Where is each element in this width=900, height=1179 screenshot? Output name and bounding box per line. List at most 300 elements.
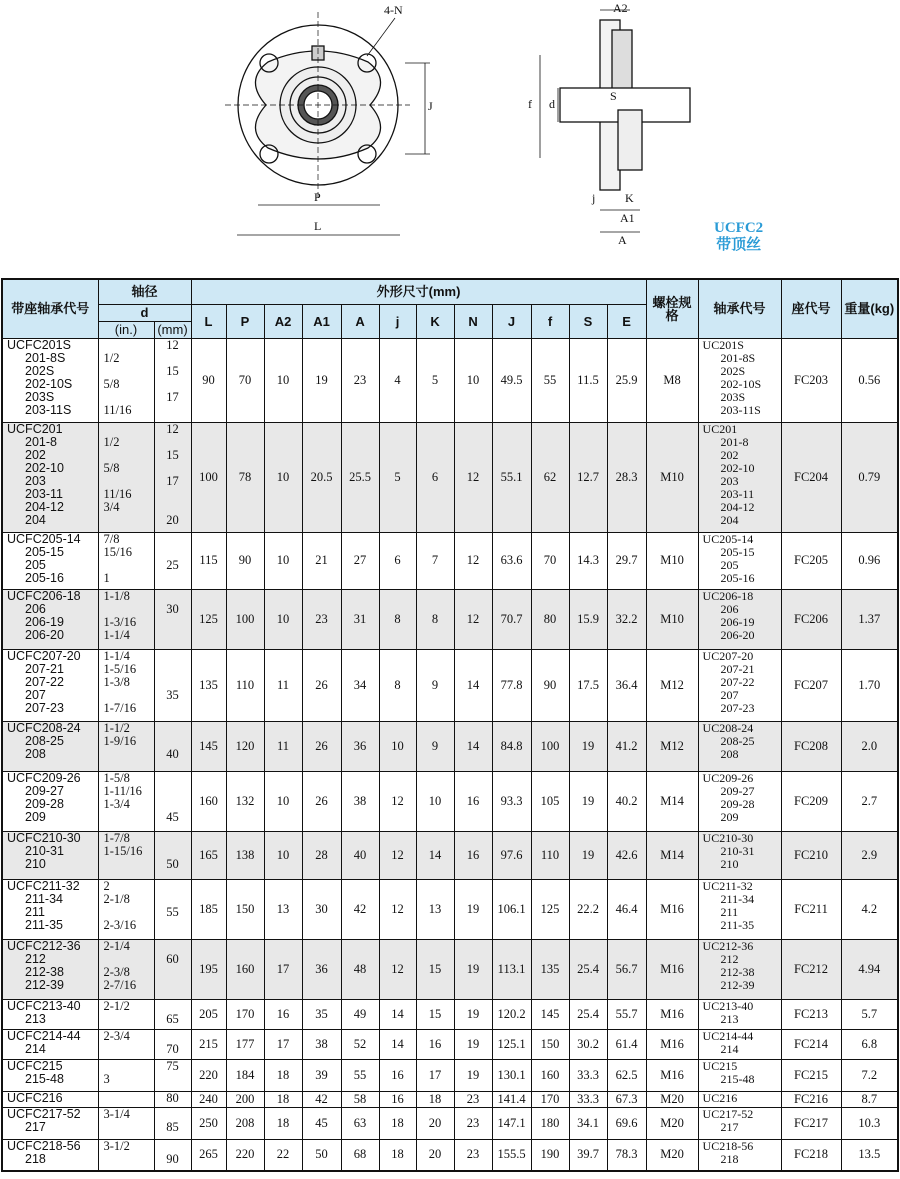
- dim-p: 170: [226, 999, 264, 1029]
- bearing-unit-code-line: UCFC207-20: [7, 648, 81, 663]
- bearing-unit-code-line: 207: [25, 687, 46, 702]
- bolt-size: M20: [646, 1091, 698, 1107]
- shaft-inch-line: [104, 1060, 154, 1073]
- shaft-mm-line: 60: [166, 951, 179, 966]
- bearing-code-line: UC205-14: [702, 531, 754, 546]
- dim-a2: 10: [264, 422, 302, 532]
- dim-a: 31: [341, 589, 379, 649]
- bearing-code-line: 215-48: [720, 1071, 755, 1086]
- dim-k: 5: [416, 338, 454, 422]
- dim-a1: 30: [302, 879, 341, 939]
- bearing-unit-code-line: 218: [25, 1151, 46, 1166]
- shaft-mm: [154, 771, 191, 831]
- dim-k: 7: [416, 532, 454, 589]
- weight: 0.79: [841, 422, 898, 532]
- shaft-mm: [154, 831, 191, 879]
- dim-f: 150: [531, 1029, 569, 1059]
- bearing-code-line: 208-25: [720, 733, 755, 748]
- dim-n: 23: [454, 1107, 492, 1139]
- shaft-inch: [98, 1139, 154, 1171]
- bearing-unit-code-line: 202-10S: [25, 376, 73, 391]
- bearing-code: [698, 1139, 781, 1171]
- shaft-mm-line: 65: [166, 1011, 179, 1026]
- shaft-inch-line: 1-9/16: [103, 733, 137, 748]
- dim-a2: 18: [264, 1107, 302, 1139]
- shaft-mm-line: [155, 832, 191, 845]
- shaft-inch: [98, 999, 154, 1029]
- table-row: [2, 1107, 898, 1139]
- dim-n: 16: [454, 831, 492, 879]
- dim-a: 55: [341, 1059, 379, 1091]
- shaft-inch-line: 1-15/16: [103, 843, 143, 858]
- dim-k: 9: [416, 649, 454, 721]
- dim-a2: 17: [264, 939, 302, 999]
- bearing-code-line: 202: [720, 447, 739, 462]
- bearing-code-line: UC213-40: [702, 998, 754, 1013]
- bolt-size: M10: [646, 422, 698, 532]
- dim-a2: 10: [264, 771, 302, 831]
- bearing-unit-code-line: 215-48: [25, 1071, 64, 1086]
- bearing-unit-code: [2, 338, 98, 422]
- bearing-code-line: 206-20: [720, 627, 755, 642]
- shaft-mm-line: 20: [166, 512, 179, 527]
- shaft-inch-line: 11/16: [103, 486, 132, 501]
- dim-a2: 22: [264, 1139, 302, 1171]
- shaft-mm-line: [155, 919, 191, 932]
- shaft-inch-line: 2-3/4: [103, 1028, 130, 1043]
- label-s: S: [610, 89, 617, 103]
- dim-j: 4: [379, 338, 416, 422]
- dim-e: 56.7: [607, 939, 646, 999]
- header-bearing: 轴承代号: [698, 279, 781, 338]
- bearing-unit-code-line: 207-21: [25, 661, 64, 676]
- dim-s: 25.4: [569, 999, 607, 1029]
- shaft-inch: [98, 1107, 154, 1139]
- bearing-code-line: 212: [720, 951, 739, 966]
- dim-a1: 38: [302, 1029, 341, 1059]
- bolt-size: M16: [646, 999, 698, 1029]
- bolt-size: M12: [646, 649, 698, 721]
- series-note: 带顶丝: [716, 237, 762, 253]
- shaft-mm-line: 45: [166, 809, 179, 824]
- bearing-unit-code-line: 209-27: [25, 783, 64, 798]
- bearing-unit-code-line: 211-35: [25, 917, 63, 932]
- bearing-unit-code-line: 209-28: [25, 796, 64, 811]
- shaft-inch: [98, 879, 154, 939]
- dim-k: 8: [416, 589, 454, 649]
- housing-code: FC218: [781, 1139, 841, 1171]
- bearing-code-line: UC208-24: [702, 720, 754, 735]
- dim-p: 132: [226, 771, 264, 831]
- dim-n: 19: [454, 1029, 492, 1059]
- shaft-mm: [154, 422, 191, 532]
- header-col-a1: A1: [302, 304, 341, 338]
- shaft-mm-line: [155, 462, 191, 475]
- bolt-size: M16: [646, 1029, 698, 1059]
- housing-code: FC205: [781, 532, 841, 589]
- bearing-unit-code-line: 204-12: [25, 499, 64, 514]
- label-p: P: [314, 190, 321, 204]
- dim-a1: 39: [302, 1059, 341, 1091]
- dim-k: 17: [416, 1059, 454, 1091]
- shaft-mm: [154, 589, 191, 649]
- dim-l: 145: [191, 721, 226, 771]
- dim-f: 125: [531, 879, 569, 939]
- bearing-code-line: UC217-52: [702, 1106, 754, 1121]
- dim-k: 13: [416, 879, 454, 939]
- shaft-inch-line: 1-1/4: [103, 648, 130, 663]
- shaft-mm-line: [155, 1073, 191, 1086]
- label-a1: A1: [620, 211, 635, 225]
- housing-code: FC207: [781, 649, 841, 721]
- dim-j: 155.5: [492, 1139, 531, 1171]
- shaft-inch-line: 2-1/2: [103, 998, 130, 1013]
- bearing-code-line: 213: [720, 1011, 739, 1026]
- bearing-code: [698, 338, 781, 422]
- shaft-inch-line: 1-3/4: [103, 796, 130, 811]
- bearing-unit-code-line: UCFC213-40: [7, 998, 81, 1013]
- header-code: 带座轴承代号: [2, 279, 98, 338]
- shaft-inch-line: [104, 603, 154, 616]
- dim-l: 100: [191, 422, 226, 532]
- bearing-code-line: UC201S: [702, 337, 744, 352]
- shaft-inch-line: [104, 1043, 154, 1056]
- shaft-inch-line: [104, 1121, 154, 1134]
- table-row: [2, 939, 898, 999]
- bearing-code-line: 210: [720, 856, 739, 871]
- bearing-unit-code-line: 208-25: [25, 733, 64, 748]
- shaft-inch-line: [104, 475, 154, 488]
- dim-f: 135: [531, 939, 569, 999]
- series-title: [714, 220, 763, 254]
- dim-p: 110: [226, 649, 264, 721]
- shaft-mm: [154, 1107, 191, 1139]
- dim-j: 12: [379, 879, 416, 939]
- header-col-f: f: [531, 304, 569, 338]
- dim-e: 32.2: [607, 589, 646, 649]
- dim-a: 40: [341, 831, 379, 879]
- header-col-a2: A2: [264, 304, 302, 338]
- bearing-code-line: UC212-36: [702, 938, 754, 953]
- shaft-inch-line: 1-3/8: [103, 674, 130, 689]
- bearing-code-line: 205-16: [720, 570, 755, 585]
- shaft-inch-line: 2-1/8: [103, 891, 130, 906]
- shaft-inch: [98, 1029, 154, 1059]
- dim-p: 138: [226, 831, 264, 879]
- bolt-size: M20: [646, 1139, 698, 1171]
- header-col-p: P: [226, 304, 264, 338]
- dim-a2: 10: [264, 589, 302, 649]
- bearing-unit-code-line: 214: [25, 1041, 46, 1056]
- shaft-inch-line: [104, 906, 154, 919]
- shaft-mm-line: [155, 785, 191, 798]
- bearing-unit-code-line: UCFC210-30: [7, 830, 81, 845]
- shaft-mm-line: [155, 772, 191, 785]
- bearing-code: [698, 831, 781, 879]
- dim-l: 265: [191, 1139, 226, 1171]
- bearing-code-line: 211: [720, 904, 739, 919]
- bearing-code: [698, 1091, 781, 1107]
- table-row: [2, 1091, 898, 1107]
- shaft-mm: [154, 721, 191, 771]
- dim-a1: 50: [302, 1139, 341, 1171]
- dim-k: 16: [416, 1029, 454, 1059]
- header-shaft: 轴径: [98, 279, 191, 304]
- dim-f: 105: [531, 771, 569, 831]
- dim-j: 141.4: [492, 1091, 531, 1107]
- dim-s: 19: [569, 771, 607, 831]
- bearing-unit-code-line: UCFC214-44: [7, 1028, 81, 1043]
- housing-code: FC208: [781, 721, 841, 771]
- bearing-code: [698, 939, 781, 999]
- bearing-unit-code: [2, 1107, 98, 1139]
- dim-j: 12: [379, 771, 416, 831]
- housing-code: FC216: [781, 1091, 841, 1107]
- weight: 4.2: [841, 879, 898, 939]
- dim-n: 19: [454, 879, 492, 939]
- shaft-mm-line: [155, 501, 191, 514]
- table-row: [2, 771, 898, 831]
- bolt-size: M14: [646, 831, 698, 879]
- header-col-l: L: [191, 304, 226, 338]
- shaft-mm-line: 17: [166, 389, 179, 404]
- dim-j: 10: [379, 721, 416, 771]
- bearing-code-line: 212-38: [720, 964, 755, 979]
- bearing-code-line: UC210-30: [702, 830, 754, 845]
- shaft-inch-line: 5/8: [103, 376, 120, 391]
- shaft-inch-line: 1-5/8: [103, 770, 130, 785]
- shaft-mm-line: [155, 533, 191, 546]
- bearing-unit-code-line: UCFC218-56: [7, 1138, 81, 1153]
- dim-k: 15: [416, 939, 454, 999]
- dim-a1: 23: [302, 589, 341, 649]
- label-j: j: [592, 191, 596, 205]
- dim-j: 93.3: [492, 771, 531, 831]
- dim-j: 18: [379, 1107, 416, 1139]
- bolt-size: M10: [646, 589, 698, 649]
- shaft-mm-line: [155, 940, 191, 953]
- shaft-inch: [98, 721, 154, 771]
- dim-j: 6: [379, 532, 416, 589]
- label-4-n: 4-N: [384, 3, 403, 17]
- bearing-code: [698, 771, 781, 831]
- dim-l: 160: [191, 771, 226, 831]
- dim-a: 52: [341, 1029, 379, 1059]
- dim-j: 12: [379, 831, 416, 879]
- bearing-code-line: UC214-44: [702, 1028, 754, 1043]
- bearing-code: [698, 589, 781, 649]
- dim-p: 120: [226, 721, 264, 771]
- shaft-mm-line: 90: [166, 1151, 179, 1166]
- dim-f: 180: [531, 1107, 569, 1139]
- dim-e: 28.3: [607, 422, 646, 532]
- bearing-unit-code-line: 203: [25, 473, 46, 488]
- shaft-mm-line: 17: [166, 473, 179, 488]
- bearing-unit-code-line: 204: [25, 512, 46, 527]
- bearing-code-line: 203S: [720, 389, 746, 404]
- bearing-unit-code-line: 211: [25, 904, 45, 919]
- bolt-size: M12: [646, 721, 698, 771]
- dim-n: 12: [454, 422, 492, 532]
- bearing-unit-code: [2, 771, 98, 831]
- dim-j: 84.8: [492, 721, 531, 771]
- dim-a2: 18: [264, 1091, 302, 1107]
- dim-p: 90: [226, 532, 264, 589]
- dim-e: 78.3: [607, 1139, 646, 1171]
- dim-f: 80: [531, 589, 569, 649]
- weight: 1.70: [841, 649, 898, 721]
- table-row: [2, 422, 898, 532]
- header-col-a: A: [341, 304, 379, 338]
- bearing-code: [698, 532, 781, 589]
- shaft-inch-line: 7/8: [103, 531, 120, 546]
- bolt-size: M16: [646, 879, 698, 939]
- dim-e: 69.6: [607, 1107, 646, 1139]
- bearing-code: [698, 1029, 781, 1059]
- shaft-inch-line: [104, 748, 154, 761]
- shaft-inch-line: [104, 391, 154, 404]
- dim-j: 49.5: [492, 338, 531, 422]
- dim-n: 14: [454, 721, 492, 771]
- shaft-inch-line: 1/2: [103, 434, 120, 449]
- shaft-inch-line: [104, 365, 154, 378]
- dim-s: 14.3: [569, 532, 607, 589]
- bearing-unit-code-line: UCFC206-18: [7, 588, 81, 603]
- bearing-unit-code-line: 207-22: [25, 674, 64, 689]
- bearing-unit-code: [2, 939, 98, 999]
- bearing-code-line: UC206-18: [702, 588, 754, 603]
- bearing-unit-code-line: UCFC201S: [7, 337, 71, 352]
- shaft-mm: [154, 338, 191, 422]
- shaft-mm-line: [155, 546, 191, 559]
- table-row: [2, 831, 898, 879]
- dim-l: 195: [191, 939, 226, 999]
- bearing-unit-code-line: 202S: [25, 363, 55, 378]
- shaft-mm: [154, 649, 191, 721]
- dim-a2: 11: [264, 649, 302, 721]
- table-row: [2, 532, 898, 589]
- bearing-unit-code-line: UCFC209-26: [7, 770, 81, 785]
- shaft-inch: [98, 939, 154, 999]
- shaft-mm-line: [155, 650, 191, 663]
- bearing-unit-code-line: 202-10: [25, 460, 64, 475]
- shaft-mm-line: 50: [166, 856, 179, 871]
- shaft-inch-line: 2-7/16: [103, 977, 137, 992]
- dim-p: 208: [226, 1107, 264, 1139]
- dim-p: 78: [226, 422, 264, 532]
- dim-a2: 18: [264, 1059, 302, 1091]
- shaft-mm: [154, 1091, 191, 1107]
- bearing-unit-code-line: 210: [25, 856, 46, 871]
- housing-code: FC213: [781, 999, 841, 1029]
- dim-n: 12: [454, 589, 492, 649]
- shaft-mm-line: 25: [166, 557, 179, 572]
- shaft-mm-line: [155, 590, 191, 603]
- dim-n: 10: [454, 338, 492, 422]
- shaft-inch-line: 2-3/8: [103, 964, 130, 979]
- shaft-mm-line: 75: [166, 1058, 179, 1073]
- dim-f: 160: [531, 1059, 569, 1091]
- housing-code: FC211: [781, 879, 841, 939]
- dim-a: 49: [341, 999, 379, 1029]
- shaft-mm-line: 15: [166, 447, 179, 462]
- table-row: [2, 999, 898, 1029]
- shaft-mm-line: 80: [166, 1090, 179, 1105]
- housing-code: FC217: [781, 1107, 841, 1139]
- header-bolt: 螺栓规格: [646, 279, 698, 338]
- bearing-code-line: 214: [720, 1041, 739, 1056]
- bearing-unit-code: [2, 831, 98, 879]
- weight: 5.7: [841, 999, 898, 1029]
- weight: 13.5: [841, 1139, 898, 1171]
- dim-e: 67.3: [607, 1091, 646, 1107]
- label-d: d: [549, 97, 555, 111]
- bearing-unit-code-line: 205: [25, 557, 46, 572]
- bearing-unit-code: [2, 532, 98, 589]
- weight: 7.2: [841, 1059, 898, 1091]
- bearing-unit-code-line: 205-15: [25, 544, 64, 559]
- bearing-code-line: 201-8: [720, 434, 749, 449]
- shaft-inch: [98, 649, 154, 721]
- dim-j: 125.1: [492, 1029, 531, 1059]
- dim-j: 18: [379, 1139, 416, 1171]
- shaft-inch: [98, 831, 154, 879]
- dim-j: 8: [379, 649, 416, 721]
- bearing-unit-code-line: 207-23: [25, 700, 64, 715]
- bearing-code-line: 209-28: [720, 796, 755, 811]
- housing-code: FC206: [781, 589, 841, 649]
- dim-a2: 13: [264, 879, 302, 939]
- dim-e: 61.4: [607, 1029, 646, 1059]
- dim-j: 120.2: [492, 999, 531, 1029]
- dim-s: 12.7: [569, 422, 607, 532]
- shaft-inch-line: [104, 559, 154, 572]
- dim-a: 42: [341, 879, 379, 939]
- bearing-unit-code: [2, 1029, 98, 1059]
- dim-j: 16: [379, 1059, 416, 1091]
- dim-j: 5: [379, 422, 416, 532]
- shaft-mm-line: [155, 722, 191, 735]
- bearing-unit-code-line: 213: [25, 1011, 46, 1026]
- dim-a2: 17: [264, 1029, 302, 1059]
- bearing-code-line: 207: [720, 687, 739, 702]
- dim-j: 8: [379, 589, 416, 649]
- dim-f: 190: [531, 1139, 569, 1171]
- header-col-k: K: [416, 304, 454, 338]
- shaft-mm-line: [155, 488, 191, 501]
- table-row: [2, 879, 898, 939]
- shaft-inch: [98, 1091, 154, 1107]
- bearing-code-line: 204-12: [720, 499, 755, 514]
- table-row: [2, 1059, 898, 1091]
- bearing-unit-code-line: 206-20: [25, 627, 64, 642]
- bearing-code-line: 205: [720, 557, 739, 572]
- bearing-unit-code: [2, 1059, 98, 1091]
- header-mm: (mm): [154, 321, 191, 338]
- dim-a2: 10: [264, 532, 302, 589]
- label-j-front: J: [428, 99, 433, 113]
- dim-n: 12: [454, 532, 492, 589]
- dim-j: 63.6: [492, 532, 531, 589]
- bearing-code-line: UC216: [702, 1090, 738, 1105]
- bearing-code-line: UC215: [702, 1058, 738, 1073]
- bearing-unit-code-line: 210-31: [25, 843, 64, 858]
- table-row: [2, 721, 898, 771]
- shaft-inch-line: 3/4: [103, 499, 120, 514]
- weight: 2.7: [841, 771, 898, 831]
- housing-code: FC209: [781, 771, 841, 831]
- bearing-code-line: 207-21: [720, 661, 755, 676]
